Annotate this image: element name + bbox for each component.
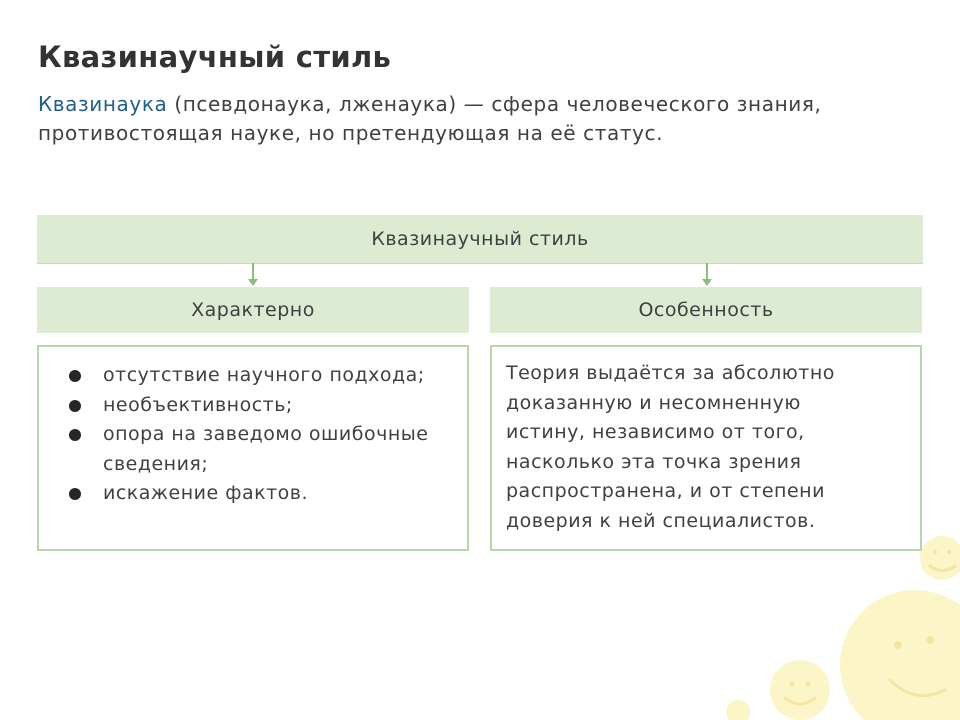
intro-term: Квазинаука <box>38 92 168 116</box>
intro-definition: (псевдонаука, лженаука) — сфера человеческого знания, противостоящая науке, но претендующая на её статус. <box>38 92 822 145</box>
diagram-root-label: Квазинаучный стиль <box>371 228 589 250</box>
diagram-root-box <box>37 215 923 264</box>
smiley-tiny <box>726 700 750 720</box>
page-title: Квазинаучный стиль <box>38 40 392 74</box>
arrow-left-icon <box>252 263 254 280</box>
list-item: необъективность; <box>69 391 461 421</box>
bullet-icon <box>69 488 81 500</box>
feature-description: Теория выдаётся за абсолютно доказанную и несомненную истину, независимо от того, насколько эта точка зрения распространена, и от степени доверия к ней специалистов. <box>506 362 835 532</box>
bullet-icon <box>69 370 81 382</box>
smiley-large <box>840 590 960 720</box>
list-item: опора на заведомо ошибочные сведения; <box>69 420 461 479</box>
bullet-icon <box>69 400 81 412</box>
bullet-icon <box>69 429 81 441</box>
left-content-box <box>37 345 469 551</box>
arrow-right-icon <box>706 263 708 280</box>
list-item: отсутствие научного подхода; <box>69 361 461 391</box>
list-item: искажение фактов. <box>69 479 461 509</box>
smiley-small <box>770 660 830 720</box>
left-header-box <box>37 287 469 333</box>
smiley-medium <box>920 536 960 580</box>
left-header-label: Характерно <box>191 299 315 321</box>
characteristics-list <box>69 361 461 509</box>
intro-paragraph <box>38 90 918 148</box>
right-header-box <box>490 287 922 333</box>
right-header-label: Особенность <box>638 299 774 321</box>
